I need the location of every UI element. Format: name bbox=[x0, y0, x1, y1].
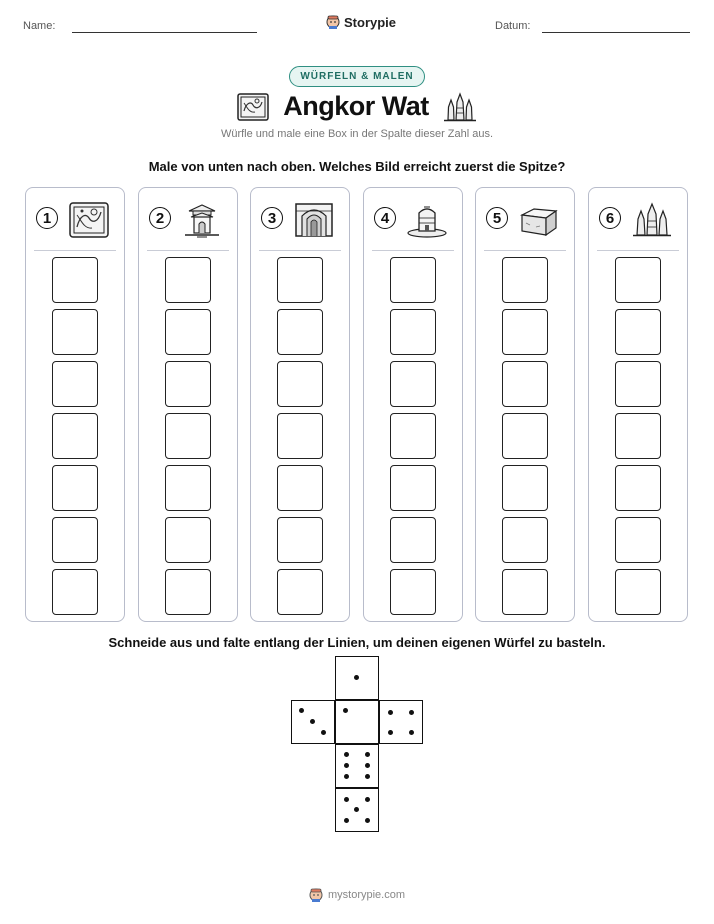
color-box[interactable] bbox=[277, 569, 323, 615]
storypie-mascot-icon bbox=[309, 887, 323, 903]
column-number: 5 bbox=[486, 207, 508, 229]
angkor-temple-icon bbox=[443, 92, 477, 122]
color-box[interactable] bbox=[165, 569, 211, 615]
column-number: 6 bbox=[599, 207, 621, 229]
stone-block-icon bbox=[518, 201, 560, 239]
column-5 bbox=[475, 187, 575, 622]
color-box[interactable] bbox=[165, 361, 211, 407]
footer-url[interactable]: mystorypie.com bbox=[327, 889, 406, 901]
color-box[interactable] bbox=[277, 465, 323, 511]
dice-face-1-center bbox=[335, 700, 379, 744]
angkor-temple-icon bbox=[631, 201, 673, 239]
color-box[interactable] bbox=[277, 309, 323, 355]
color-box[interactable] bbox=[615, 257, 661, 303]
storypie-mascot-icon bbox=[326, 14, 340, 30]
dice-face-4 bbox=[379, 700, 423, 744]
color-box[interactable] bbox=[390, 569, 436, 615]
color-box[interactable] bbox=[615, 465, 661, 511]
color-box[interactable] bbox=[52, 569, 98, 615]
color-box[interactable] bbox=[52, 309, 98, 355]
color-box[interactable] bbox=[165, 517, 211, 563]
color-box[interactable] bbox=[52, 465, 98, 511]
color-box[interactable] bbox=[390, 413, 436, 459]
column-6 bbox=[588, 187, 688, 622]
color-box[interactable] bbox=[277, 517, 323, 563]
brand-logo bbox=[326, 14, 396, 30]
column-divider bbox=[147, 250, 229, 251]
temple-gate-icon bbox=[181, 201, 223, 239]
color-box[interactable] bbox=[502, 413, 548, 459]
color-box[interactable] bbox=[165, 257, 211, 303]
column-number: 1 bbox=[36, 207, 58, 229]
tower-island-icon bbox=[406, 201, 448, 239]
color-box[interactable] bbox=[502, 309, 548, 355]
carved-relief-icon bbox=[68, 201, 110, 239]
color-box[interactable] bbox=[165, 309, 211, 355]
activity-tag: WÜRFELN & MALEN bbox=[289, 66, 424, 87]
color-box[interactable] bbox=[390, 517, 436, 563]
color-box[interactable] bbox=[615, 309, 661, 355]
column-number: 4 bbox=[374, 207, 396, 229]
color-box[interactable] bbox=[502, 257, 548, 303]
column-divider bbox=[259, 250, 341, 251]
color-box[interactable] bbox=[52, 257, 98, 303]
color-box[interactable] bbox=[502, 465, 548, 511]
column-1 bbox=[25, 187, 125, 622]
color-box[interactable] bbox=[390, 309, 436, 355]
color-box[interactable] bbox=[615, 413, 661, 459]
brand-name: Storypie bbox=[344, 14, 397, 30]
column-number: 3 bbox=[261, 207, 283, 229]
footer bbox=[309, 887, 405, 903]
color-box[interactable] bbox=[390, 465, 436, 511]
dice-face-1 bbox=[335, 656, 379, 700]
color-box[interactable] bbox=[615, 361, 661, 407]
color-box[interactable] bbox=[502, 569, 548, 615]
color-box[interactable] bbox=[277, 361, 323, 407]
color-box[interactable] bbox=[502, 361, 548, 407]
color-box[interactable] bbox=[277, 257, 323, 303]
color-box[interactable] bbox=[165, 413, 211, 459]
subtitle: Würfle und male eine Box in der Spalte dieser Zahl aus. bbox=[220, 128, 494, 140]
date-line[interactable] bbox=[542, 32, 690, 33]
name-label: Name: bbox=[23, 20, 56, 32]
dice-face-6 bbox=[335, 744, 379, 788]
color-box[interactable] bbox=[390, 361, 436, 407]
color-box[interactable] bbox=[52, 517, 98, 563]
color-box[interactable] bbox=[52, 361, 98, 407]
dice-face-3 bbox=[291, 700, 335, 744]
instruction-text: Male von unten nach oben. Welches Bild erreicht zuerst die Spitze? bbox=[148, 159, 566, 174]
carved-relief-icon bbox=[237, 93, 269, 121]
column-divider bbox=[34, 250, 116, 251]
column-number: 2 bbox=[149, 207, 171, 229]
column-2 bbox=[138, 187, 238, 622]
color-box[interactable] bbox=[277, 413, 323, 459]
stone-corridor-icon bbox=[293, 201, 335, 239]
date-label: Datum: bbox=[495, 20, 531, 32]
name-line[interactable] bbox=[72, 32, 257, 33]
color-box[interactable] bbox=[615, 517, 661, 563]
color-box[interactable] bbox=[502, 517, 548, 563]
dice-face-5 bbox=[335, 788, 379, 832]
color-box[interactable] bbox=[165, 465, 211, 511]
column-divider bbox=[484, 250, 566, 251]
color-box[interactable] bbox=[52, 413, 98, 459]
column-4 bbox=[363, 187, 463, 622]
color-box[interactable] bbox=[615, 569, 661, 615]
cut-instruction-text: Schneide aus und falte entlang der Linien, um deinen eigenen Würfel zu basteln. bbox=[108, 635, 606, 650]
column-3 bbox=[250, 187, 350, 622]
column-divider bbox=[597, 250, 679, 251]
color-box[interactable] bbox=[390, 257, 436, 303]
page-title: Angkor Wat bbox=[283, 91, 429, 121]
column-divider bbox=[372, 250, 454, 251]
